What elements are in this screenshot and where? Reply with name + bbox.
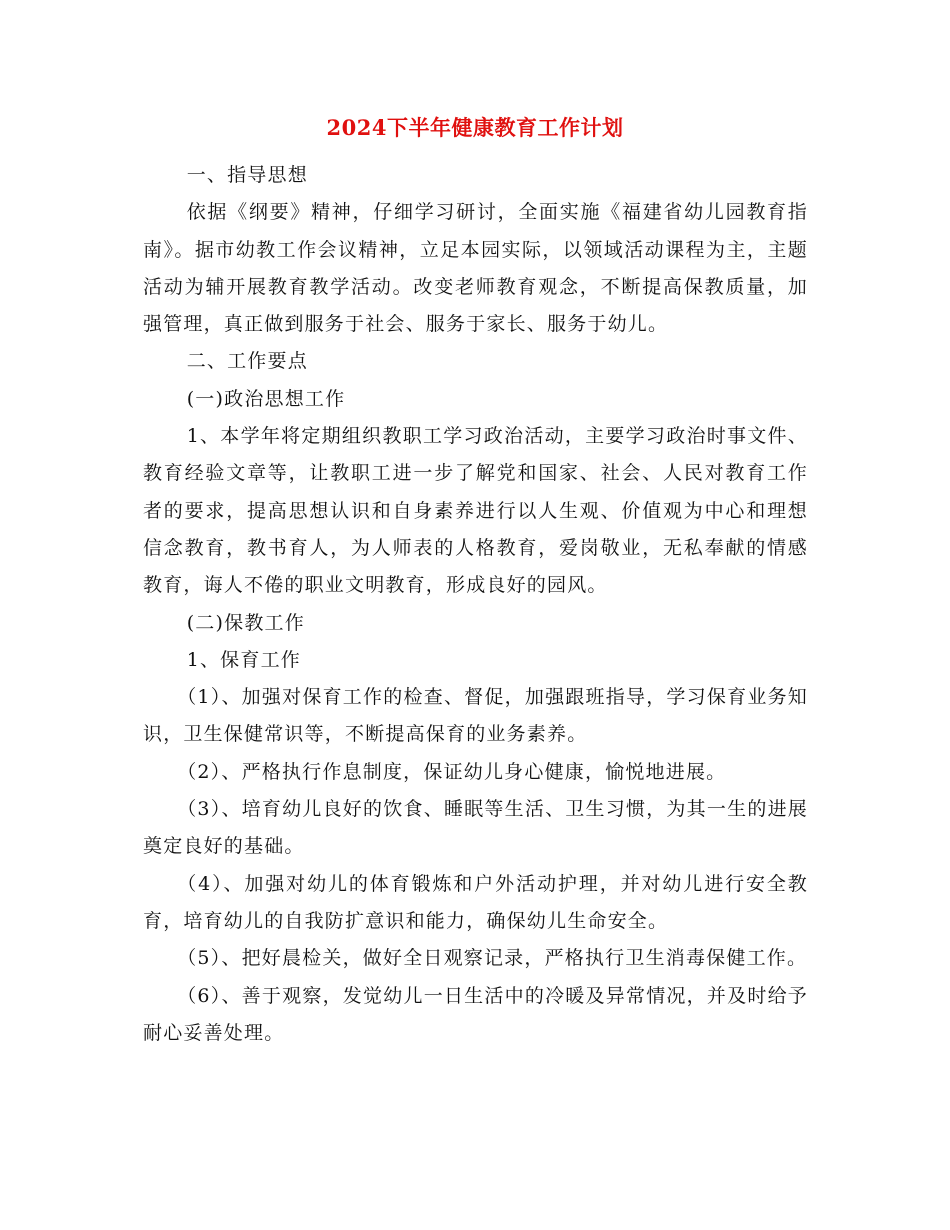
care-item-5: （5）、把好晨检关，做好全日观察记录，严格执行卫生消毒保健工作。 [177, 947, 808, 970]
heading-guiding-ideology: 一、指导思想 [186, 164, 308, 186]
document-title: 2024下半年健康教育工作计划 [326, 115, 624, 140]
paragraph-political-work: 1、本学年将定期组织教职工学习政治活动，主要学习政治时事文件、教育经验文章等，让教职工进一步了解党和国家、社会、人民对教育工作者的要求，提高思想认识和自身素养进行以人生观、价值观为中心和理想信念教育，教书育人，为人师表的人格教育，爱岗敬业，无私奉献的情感教育，诲人不倦的职业文明教育，形成良好的园风。 [143, 425, 808, 597]
heading-work-points: 二、工作要点 [186, 350, 308, 373]
heading-care-work: 1、保育工作 [186, 648, 301, 671]
document-body [143, 157, 808, 1052]
paragraph-guiding-ideology: 依据《纲要》精神，仔细学习研讨，全面实施《福建省幼儿园教育指南》。据市幼教工作会议精神，立足本园实际，以领域活动课程为主，主题活动为辅开展教育教学活动。改变老师教育观念，不断提高保教质量，加强管理，真正做到服务于社会、服务于家长、服务于幼儿。 [143, 201, 808, 336]
heading-political-work: (一)政治思想工作 [186, 387, 346, 410]
care-item-6: （6）、善于观察，发觉幼儿一日生活中的冷暖及异常情况，并及时给予耐心妥善处理。 [143, 984, 808, 1044]
care-item-3: （3）、培育幼儿良好的饮食、睡眠等生活、卫生习惯，为其一生的进展奠定良好的基础。 [143, 798, 808, 858]
care-item-1: （1）、加强对保育工作的检查、督促，加强跟班指导，学习保育业务知识，卫生保健常识等，不断提高保育的业务素养。 [143, 686, 808, 746]
care-item-2: （2）、严格执行作息制度，保证幼儿身心健康，愉悦地进展。 [177, 760, 727, 783]
heading-care-education: (二)保教工作 [186, 611, 305, 634]
care-item-4: （4）、加强对幼儿的体育锻炼和户外活动护理，并对幼儿进行安全教育，培育幼儿的自我防扩意识和能力，确保幼儿生命安全。 [143, 872, 808, 932]
